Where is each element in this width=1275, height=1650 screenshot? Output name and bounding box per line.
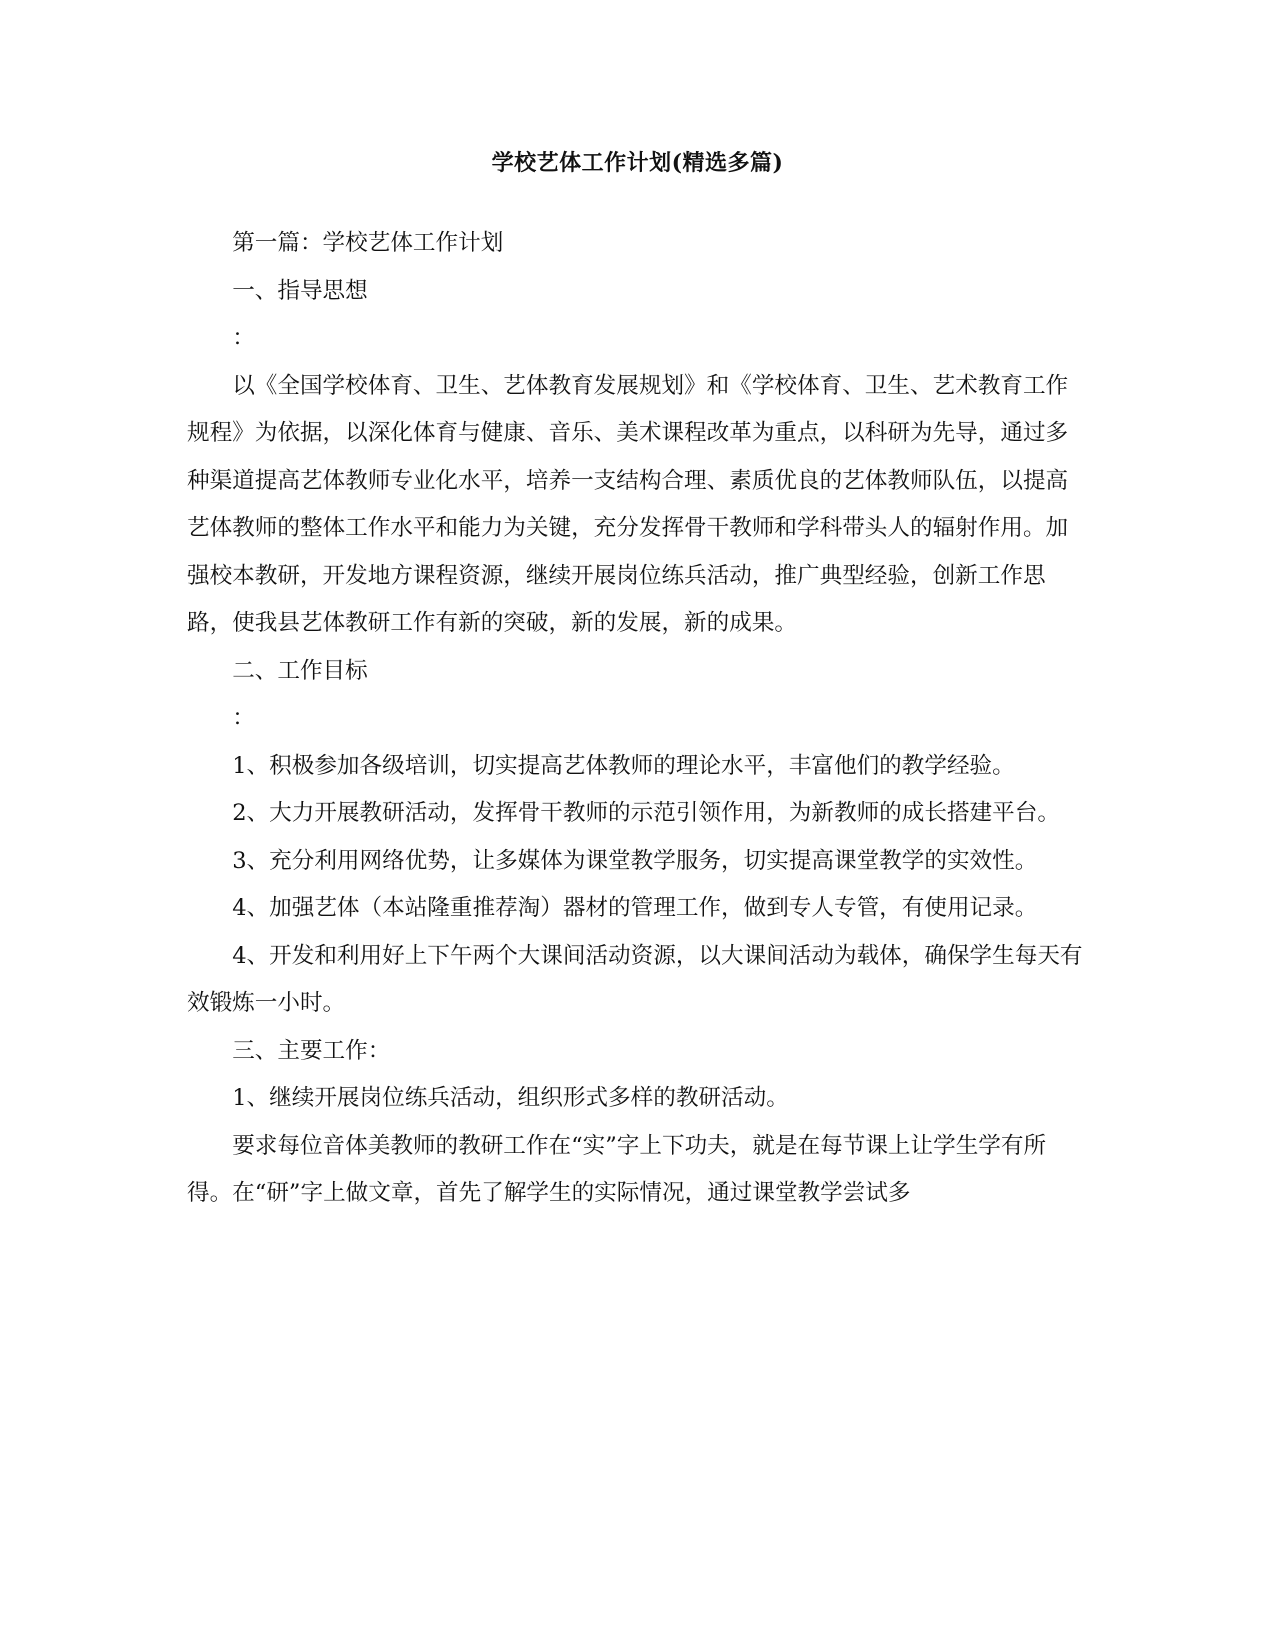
goal-item-5: 4、开发和利用好上下午两个大课间活动资源，以大课间活动为载体，确保学生每天有效锻炼一小时。 <box>187 942 1083 1016</box>
paragraph-main-work-detail: 要求每位音体美教师的教研工作在“实”字上下功夫，就是在每节课上让学生学有所得。在“研”字上做文章，首先了解学生的实际情况，通过课堂教学尝试多 <box>187 1132 1047 1206</box>
section-heading-part-one: 第一篇：学校艺体工作计划 <box>232 230 504 256</box>
document-title: 学校艺体工作计划(精选多篇) <box>491 150 784 176</box>
section-heading-work-goals: 二、工作目标 <box>232 657 368 684</box>
colon-line: ： <box>232 705 255 731</box>
section-heading-guiding-thought: 一、指导思想 <box>232 277 368 304</box>
goal-item-4: 4、加强艺体（本站隆重推荐淘）器材的管理工作，做到专人专管，有使用记录。 <box>232 895 1038 921</box>
goal-item-3: 3、充分利用网络优势，让多媒体为课堂教学服务，切实提高课堂教学的实效性。 <box>232 847 1038 874</box>
document-body <box>187 220 1087 1218</box>
goal-item-1: 1、积极参加各级培训，切实提高艺体教师的理论水平，丰富他们的教学经验。 <box>232 752 1015 779</box>
paragraph-guiding-thought: 以《全国学校体育、卫生、艺体教育发展规划》和《学校体育、卫生、艺术教育工作规程》为依据，以深化体育与健康、音乐、美术课程改革为重点，以科研为先导，通过多种渠道提高艺体教师专业化水平，培养一支结构合理、素质优良的艺体教师队伍，以提高艺体教师的整体工作水平和能力为关键，充分发挥骨干教师和学科带头人的辐射作用。加强校本教研，开发地方课程资源，继续开展岗位练兵活动，推广典型经验，创新工作思路，使我县艺体教研工作有新的突破，新的发展，新的成果。 <box>187 372 1069 636</box>
main-work-item-1: 1、继续开展岗位练兵活动，组织形式多样的教研活动。 <box>232 1085 789 1111</box>
colon-line: ： <box>232 325 255 351</box>
goal-item-2: 2、大力开展教研活动，发挥骨干教师的示范引领作用，为新教师的成长搭建平台。 <box>232 800 1060 826</box>
section-heading-main-work: 三、主要工作： <box>232 1037 391 1064</box>
